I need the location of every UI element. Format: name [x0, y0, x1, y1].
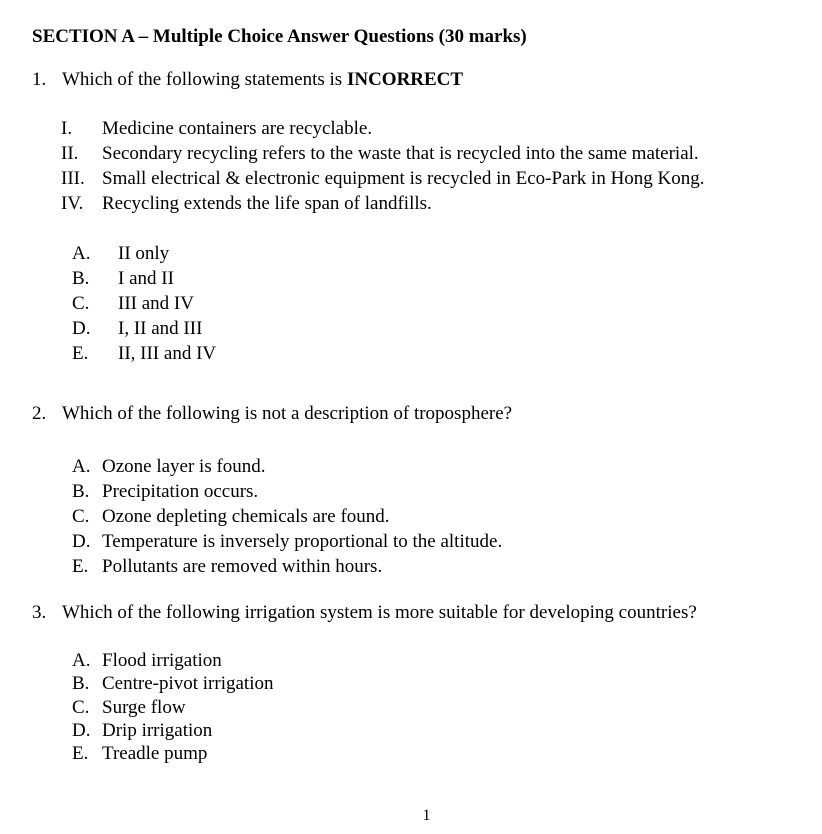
option-letter: C. [72, 506, 90, 527]
option-text: Centre-pivot irrigation [102, 673, 274, 695]
option-letter: E. [72, 743, 89, 765]
option-text: Ozone layer is found. [102, 456, 266, 477]
answer-option [72, 291, 216, 316]
answer-option [72, 241, 216, 266]
option-letter: B. [72, 481, 90, 502]
question-3 [32, 602, 697, 624]
question-1 [32, 69, 463, 91]
question-text: Which of the following is not a description of troposphere? [62, 403, 513, 424]
option-letter: D. [72, 318, 91, 339]
option-text: Precipitation occurs. [102, 481, 259, 502]
option-letter: C. [72, 696, 90, 718]
option-text: I, II and III [118, 318, 203, 339]
question-number: 2. [32, 403, 47, 424]
option-letter: B. [72, 673, 90, 695]
page-number: 1 [422, 807, 431, 824]
option-letter: C. [72, 293, 90, 314]
statement-item [61, 166, 705, 191]
statement-text: Medicine containers are recyclable. [102, 118, 373, 139]
option-letter: A. [72, 456, 91, 477]
option-letter: A. [72, 650, 91, 671]
option-text: Surge flow [102, 696, 186, 718]
statement-list [61, 116, 705, 216]
answer-option [72, 719, 273, 742]
answer-option [72, 341, 216, 366]
option-letter: E. [72, 343, 89, 364]
answer-option [72, 649, 273, 672]
answer-options [72, 649, 273, 765]
section-title: SECTION A – Multiple Choice Answer Questions (30 marks) [32, 26, 527, 47]
statement-item [61, 191, 705, 216]
statement-numeral: III. [61, 168, 85, 189]
answer-option [72, 672, 273, 695]
answer-option [72, 554, 502, 579]
answer-option [72, 316, 216, 341]
option-text: III and IV [118, 293, 194, 314]
option-text: II, III and IV [118, 343, 217, 364]
statement-text: Small electrical & electronic equipment is recycled in Eco-Park in Hong Kong. [102, 168, 705, 189]
option-letter: B. [72, 268, 90, 289]
question-text: Which of the following irrigation system is more suitable for developing countries? [62, 602, 697, 623]
question-number: 1. [32, 69, 47, 90]
option-text: Pollutants are removed within hours. [102, 556, 383, 577]
answer-options [72, 241, 216, 366]
statement-numeral: IV. [61, 193, 84, 214]
answer-options [72, 454, 502, 579]
option-letter: E. [72, 556, 89, 577]
answer-option [72, 504, 502, 529]
option-letter: A. [72, 243, 91, 264]
answer-option [72, 529, 502, 554]
statement-text: Recycling extends the life span of landfills. [102, 193, 432, 214]
answer-option [72, 742, 273, 765]
answer-option [72, 266, 216, 291]
answer-option [72, 479, 502, 504]
option-text: Temperature is inversely proportional to the altitude. [102, 531, 503, 552]
answer-option [72, 454, 502, 479]
question-emphasis: INCORRECT [346, 69, 464, 90]
option-text: Treadle pump [102, 743, 208, 765]
statement-numeral: I. [61, 118, 73, 139]
option-text: Drip irrigation [102, 719, 213, 741]
answer-option [72, 696, 273, 719]
question-2 [32, 403, 512, 425]
option-text: II only [118, 243, 170, 264]
statement-item [61, 141, 705, 166]
option-text: I and II [118, 268, 174, 289]
statement-numeral: II. [61, 143, 79, 164]
option-text: Flood irrigation [102, 650, 222, 671]
option-letter: D. [72, 719, 91, 741]
question-text: Which of the following statements is [62, 69, 347, 90]
statement-item [61, 116, 705, 141]
option-text: Ozone depleting chemicals are found. [102, 506, 390, 527]
statement-text: Secondary recycling refers to the waste that is recycled into the same material. [102, 143, 699, 164]
question-number: 3. [32, 602, 47, 623]
option-letter: D. [72, 531, 91, 552]
